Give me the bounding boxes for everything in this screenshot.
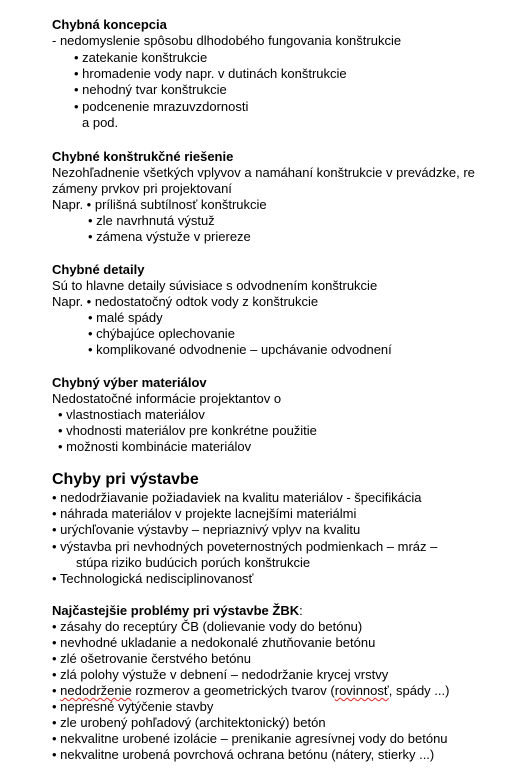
text-segment: , spády ...) (388, 683, 450, 698)
bullet-item: • vhodnosti materiálov pre konkrétne použitie (58, 423, 317, 438)
bullet-item: • urýchľovanie výstavby – nepriaznivý vplyv na kvalitu (52, 522, 361, 537)
bullet-item: • nepresné vytýčenie stavby (52, 699, 214, 714)
spellcheck-word: rovinnosť (334, 683, 389, 698)
text-line: - nedomyslenie spôsobu dlhodobého fungovania konštrukcie (52, 33, 402, 48)
bullet-item: • možnosti kombinácie materiálov (58, 439, 252, 454)
heading-chyby-pri-vystavbe: Chyby pri výstavbe (52, 471, 199, 488)
bullet-item: • malé spády (88, 310, 163, 325)
text-line: a pod. (82, 115, 119, 130)
bullet-item: • zlé ošetrovanie čerstvého betónu (52, 651, 251, 666)
bullet-item (52, 683, 449, 699)
bullet-item: • komplikované odvodnenie – upchávanie odvodnení (88, 342, 392, 357)
bullet-item: • zatekanie konštrukcie (74, 50, 208, 65)
heading-najcastejsie-problemy (52, 603, 303, 619)
bullet-item: • zlá polohy výstuže v debnení – nedodržanie krycej vrstvy (52, 667, 389, 682)
heading-chybne-konstrukcne-riesenie: Chybné konštrukčné riešenie (52, 149, 234, 164)
text-line: Napr. • nedostatočný odtok vody z konštrukcie (52, 294, 319, 309)
bullet-item: • nehodný tvar konštrukcie (74, 82, 227, 97)
text-line: stúpa riziko budúcich porúch konštrukcie (76, 555, 311, 570)
bullet-item: • zásahy do receptúry ČB (dolievanie vody do betónu) (52, 619, 363, 634)
bullet-item: • chýbajúce oplechovanie (88, 326, 235, 341)
text-line: Napr. • prílišná subtílnosť konštrukcie (52, 197, 267, 212)
bullet-item: • Technologická nedisciplinovanosť (52, 571, 254, 586)
text-line: Nedostatočné informácie projektantov o (52, 391, 282, 406)
bullet-item: • vlastnostiach materiálov (58, 407, 205, 422)
text-segment: rozmerov a geometrických tvarov ( (131, 683, 335, 698)
bullet-item: • nedodržiavanie požiadaviek na kvalitu materiálov - špecifikácia (52, 490, 422, 505)
spellcheck-word: nedodrženie (60, 683, 132, 698)
bullet-item: • nekvalitne urobená povrchová ochrana betónu (nátery, stierky ...) (52, 747, 435, 762)
text-line: Nezohľadnenie všetkých vplyvov a namáhaní konštrukcie v prevádzke, re (52, 165, 475, 180)
text-line: Sú to hlavne detaily súvisiace s odvodnením konštrukcie (52, 278, 378, 293)
bullet-item: • zle navrhnutá výstuž (88, 213, 215, 228)
heading-chybne-detaily: Chybné detaily (52, 262, 145, 277)
bullet-item: • náhrada materiálov v projekte lacnejšími materiálmi (52, 506, 357, 521)
bullet-item: • hromadenie vody napr. v dutinách konštrukcie (74, 66, 347, 81)
heading-chybny-vyber-materialov: Chybný výber materiálov (52, 375, 207, 390)
text-line: zámeny prvkov pri projektovaní (52, 181, 232, 196)
bullet-item: • zle urobený pohľadový (architektonický) betón (52, 715, 326, 730)
heading-colon: : (299, 603, 303, 618)
bullet-item: • nevhodné ukladanie a nedokonalé zhutňovanie betónu (52, 635, 376, 650)
bullet-item: • nekvalitne urobené izolácie – prenikanie agresívnej vody do betónu (52, 731, 448, 746)
heading-chybna-koncepcia: Chybná koncepcia (52, 17, 167, 32)
bullet-item: • zámena výstuže v priereze (88, 229, 251, 244)
bullet-item: • podcenenie mrazuvzdornosti (74, 99, 249, 114)
heading-text: Najčastejšie problémy pri výstavbe ŽBK (52, 603, 300, 618)
bullet-prefix: • (52, 683, 61, 698)
bullet-item: • výstavba pri nevhodných poveternostných podmienkach – mráz – (52, 539, 438, 554)
